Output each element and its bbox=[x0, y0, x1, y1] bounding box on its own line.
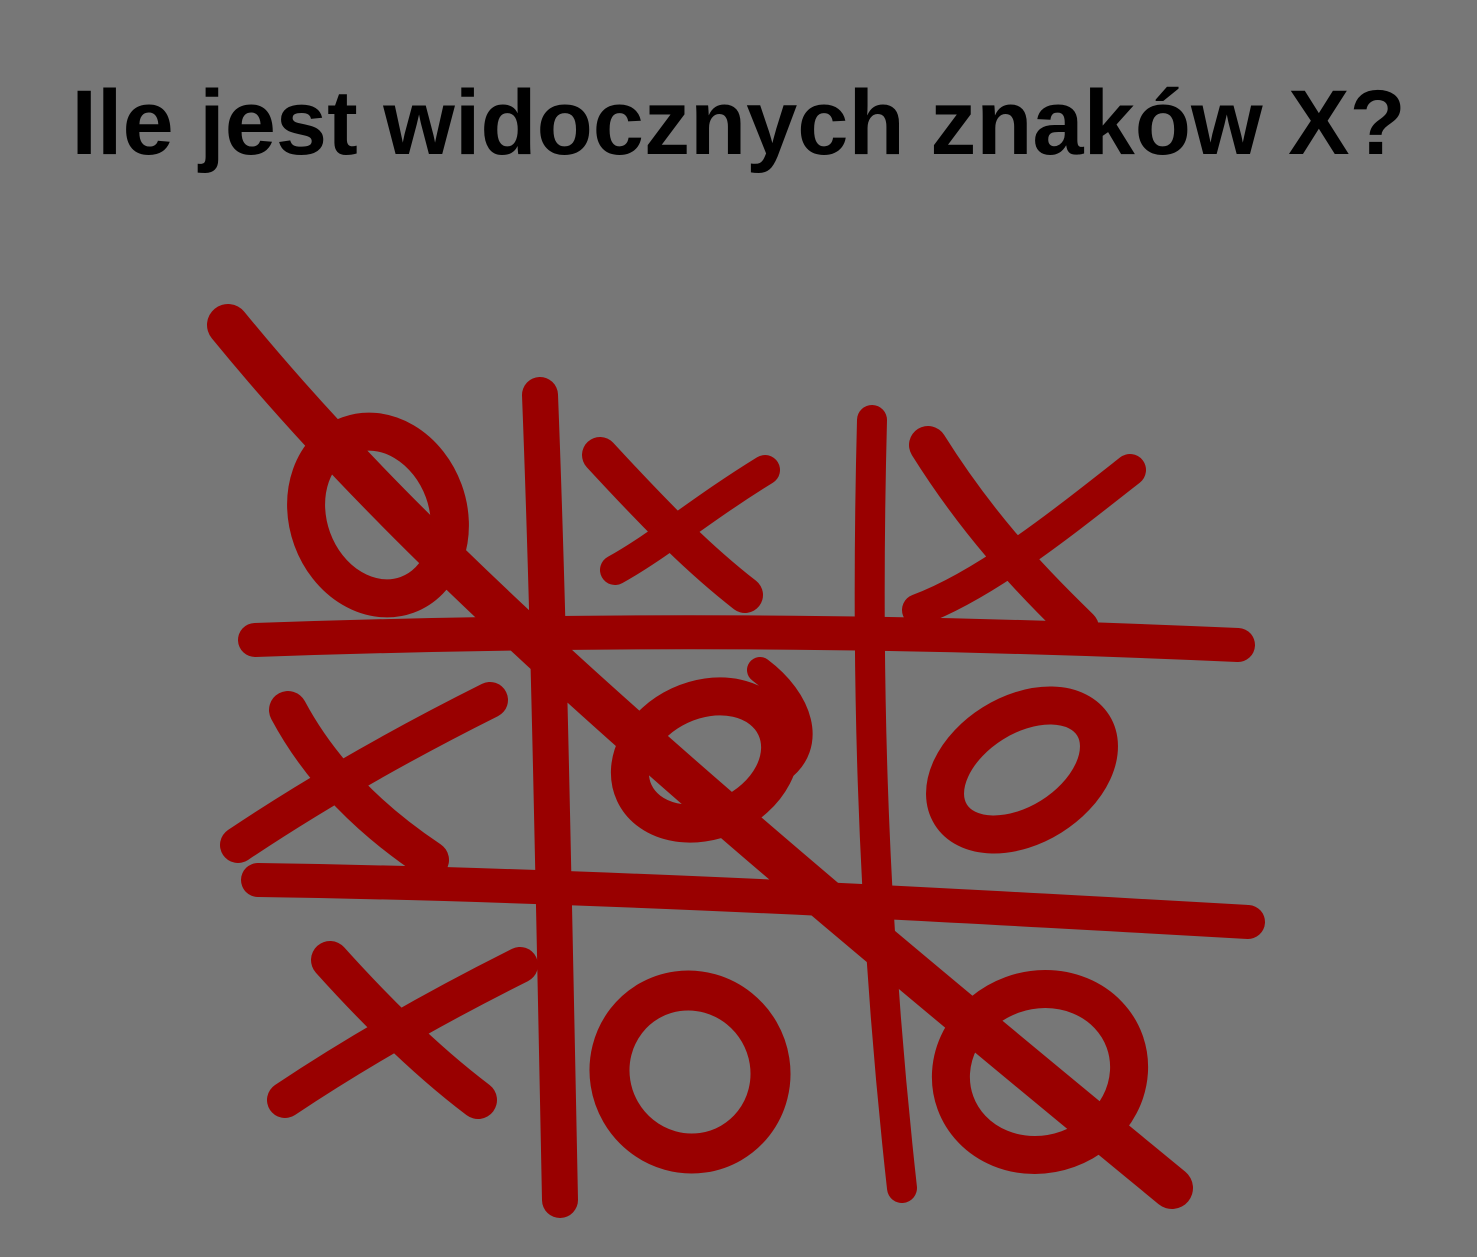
x-mark-r2c1 bbox=[238, 700, 490, 860]
x-mark-r1c2 bbox=[600, 455, 765, 595]
x-mark-r3c1 bbox=[285, 960, 520, 1100]
grid-line-vertical-left bbox=[540, 395, 560, 1200]
grid-line-vertical-right bbox=[870, 420, 902, 1188]
o-mark-r3c2 bbox=[580, 961, 801, 1183]
x-mark-r1c3 bbox=[918, 445, 1130, 628]
o-mark-r2c3 bbox=[922, 679, 1123, 861]
question-title: Ile jest widocznych znaków X? bbox=[71, 72, 1406, 174]
grid-line-horizontal-bottom bbox=[258, 880, 1248, 922]
